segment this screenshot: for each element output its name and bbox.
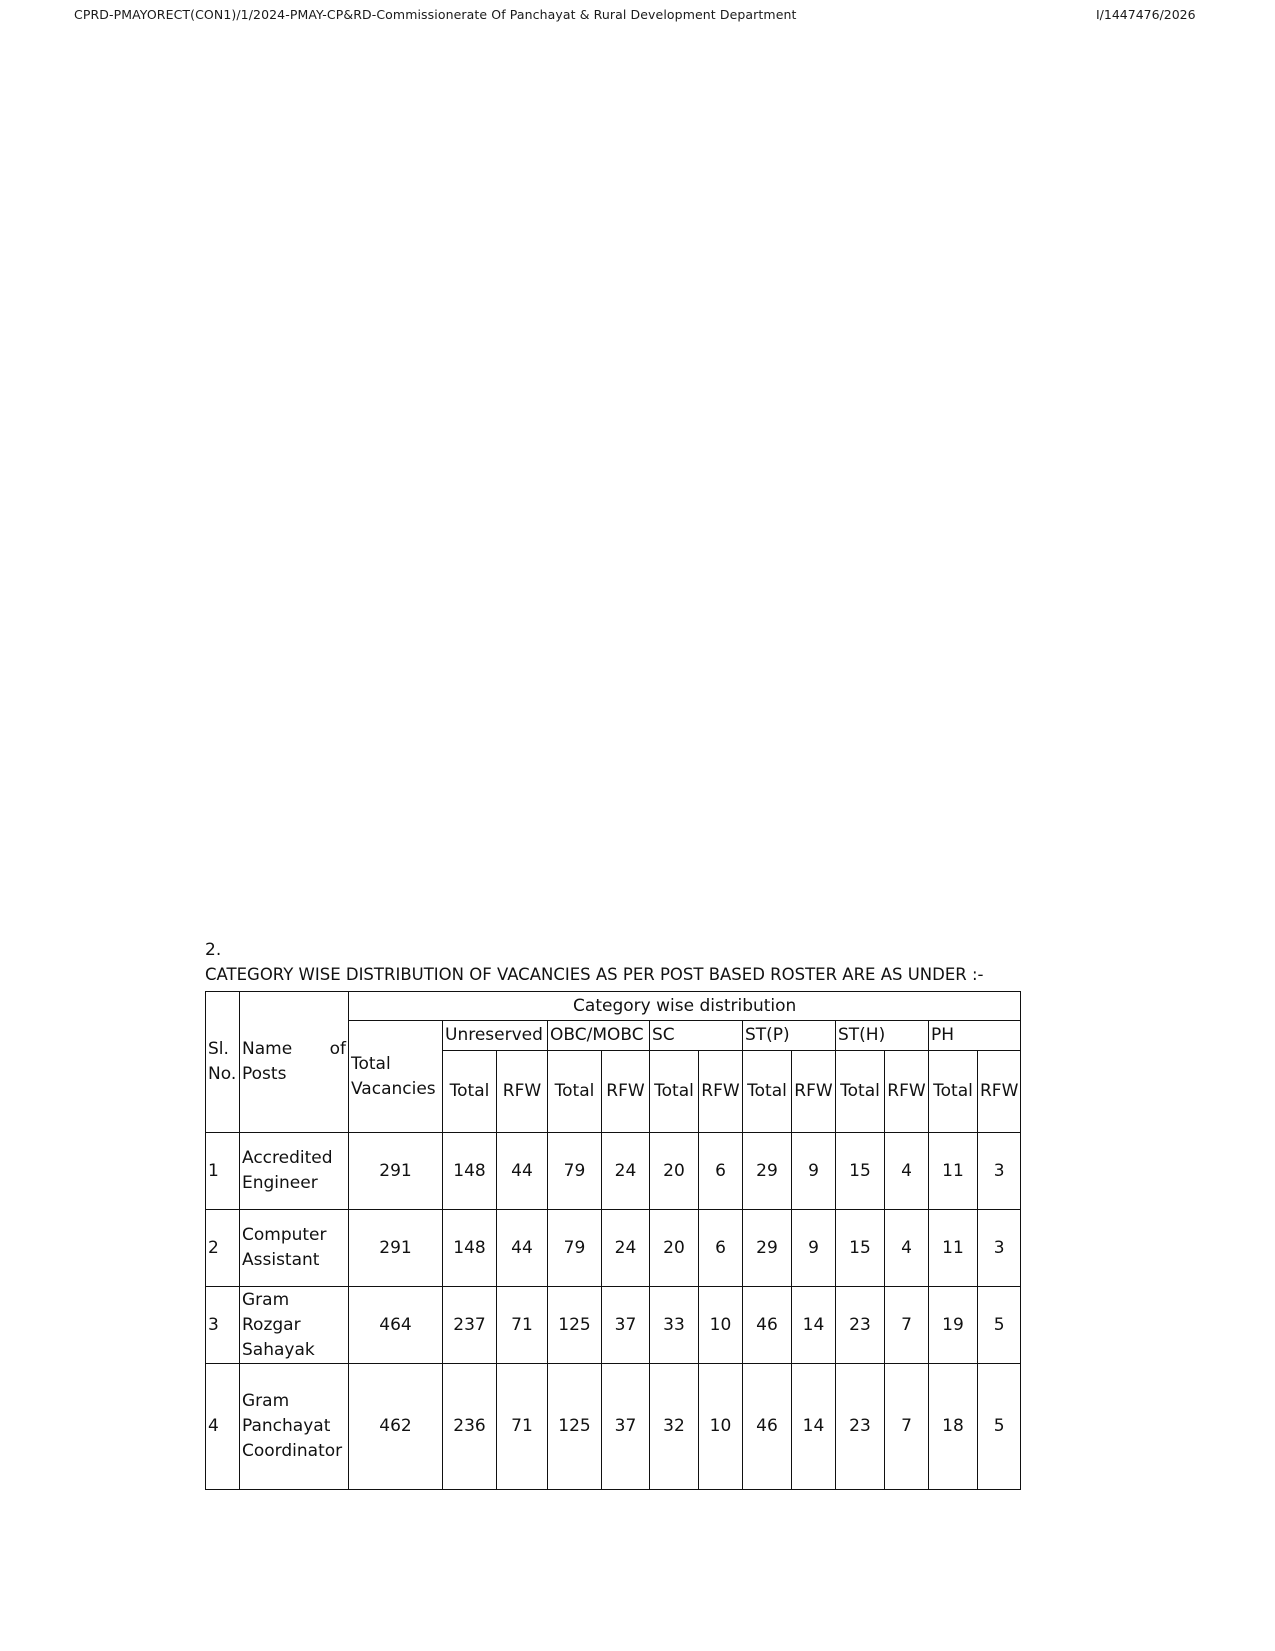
cell-sc-total: 32 xyxy=(650,1364,699,1490)
header-group-unreserved: Unreserved xyxy=(443,1021,548,1051)
table-row xyxy=(206,1210,1021,1287)
table-row xyxy=(206,1133,1021,1210)
cell-sl: 1 xyxy=(206,1133,240,1210)
header-of-word: of xyxy=(329,1039,346,1059)
cell-obc-rfw: 24 xyxy=(602,1210,650,1287)
header-sub-total: Total xyxy=(548,1051,602,1133)
header-sub-total: Total xyxy=(743,1051,792,1133)
header-sl-no-line1: Sl. xyxy=(208,1039,229,1059)
cell-ur-total: 148 xyxy=(443,1210,497,1287)
cell-sth-total: 15 xyxy=(836,1210,885,1287)
post-name-line: Gram xyxy=(242,1391,290,1411)
cell-post-name xyxy=(240,1287,349,1364)
header-group-st-h: ST(H) xyxy=(836,1021,929,1051)
cell-post-name xyxy=(240,1133,349,1210)
cell-sl: 2 xyxy=(206,1210,240,1287)
cell-obc-rfw: 37 xyxy=(602,1287,650,1364)
cell-ur-total: 148 xyxy=(443,1133,497,1210)
cell-sth-rfw: 4 xyxy=(885,1133,929,1210)
header-sub-total: Total xyxy=(443,1051,497,1133)
cell-sl: 3 xyxy=(206,1287,240,1364)
cell-sl: 4 xyxy=(206,1364,240,1490)
header-total-vacancies xyxy=(349,1021,443,1133)
cell-ur-rfw: 71 xyxy=(497,1287,548,1364)
header-posts-word: Posts xyxy=(242,1064,287,1084)
cell-stp-total: 46 xyxy=(743,1364,792,1490)
cell-ph-rfw: 5 xyxy=(978,1364,1021,1490)
cell-stp-rfw: 14 xyxy=(792,1287,836,1364)
cell-ph-rfw: 5 xyxy=(978,1287,1021,1364)
post-name-line: Sahayak xyxy=(242,1339,315,1360)
cell-sth-rfw: 4 xyxy=(885,1210,929,1287)
post-name-line: Gram xyxy=(242,1289,290,1310)
cell-sc-rfw: 6 xyxy=(699,1133,743,1210)
cell-total-vacancies: 291 xyxy=(349,1133,443,1210)
header-sub-rfw: RFW xyxy=(792,1051,836,1133)
cell-ur-total: 236 xyxy=(443,1364,497,1490)
cell-ph-rfw: 3 xyxy=(978,1133,1021,1210)
cell-obc-total: 79 xyxy=(548,1133,602,1210)
header-total-vacancies-line2: Vacancies xyxy=(351,1078,436,1099)
post-name-line: Panchayat xyxy=(242,1416,331,1436)
header-sub-rfw: RFW xyxy=(497,1051,548,1133)
vacancy-distribution-table xyxy=(205,991,1021,1490)
cell-total-vacancies: 462 xyxy=(349,1364,443,1490)
cell-sth-rfw: 7 xyxy=(885,1364,929,1490)
post-name-line: Rozgar xyxy=(242,1314,301,1335)
header-sub-rfw: RFW xyxy=(978,1051,1021,1133)
cell-total-vacancies: 291 xyxy=(349,1210,443,1287)
cell-ur-rfw: 71 xyxy=(497,1364,548,1490)
cell-ph-total: 11 xyxy=(929,1133,978,1210)
table-row xyxy=(206,1364,1021,1490)
header-group-ph: PH xyxy=(929,1021,1021,1051)
cell-ur-rfw: 44 xyxy=(497,1210,548,1287)
cell-sc-rfw: 6 xyxy=(699,1210,743,1287)
header-name-of-posts xyxy=(240,992,349,1133)
cell-ph-total: 19 xyxy=(929,1287,978,1364)
cell-post-name xyxy=(240,1364,349,1490)
post-name-line: Coordinator xyxy=(242,1441,343,1461)
header-group-st-p: ST(P) xyxy=(743,1021,836,1051)
cell-stp-rfw: 14 xyxy=(792,1364,836,1490)
header-row-category xyxy=(206,992,1021,1021)
header-category-wise-distribution: Category wise distribution xyxy=(349,992,1021,1021)
header-group-sc: SC xyxy=(650,1021,743,1051)
cell-obc-rfw: 24 xyxy=(602,1133,650,1210)
cell-stp-total: 46 xyxy=(743,1287,792,1364)
cell-ur-total: 237 xyxy=(443,1287,497,1364)
cell-stp-total: 29 xyxy=(743,1210,792,1287)
cell-sth-rfw: 7 xyxy=(885,1287,929,1364)
page-header-reference: CPRD-PMAYORECT(CON1)/1/2024-PMAY-CP&RD-Commissionerate Of Panchayat & Rural Development Department xyxy=(74,7,797,22)
header-sub-total: Total xyxy=(929,1051,978,1133)
cell-obc-total: 79 xyxy=(548,1210,602,1287)
post-name-line: Accredited xyxy=(242,1148,333,1168)
header-sl-no-line2: No. xyxy=(208,1064,237,1084)
section-number: 2. xyxy=(205,940,222,960)
cell-stp-rfw: 9 xyxy=(792,1133,836,1210)
cell-sth-total: 23 xyxy=(836,1287,885,1364)
cell-sc-total: 20 xyxy=(650,1210,699,1287)
cell-ur-rfw: 44 xyxy=(497,1133,548,1210)
header-sl-no xyxy=(206,992,240,1133)
cell-obc-rfw: 37 xyxy=(602,1364,650,1490)
header-sub-rfw: RFW xyxy=(885,1051,929,1133)
cell-stp-rfw: 9 xyxy=(792,1210,836,1287)
header-sub-total: Total xyxy=(836,1051,885,1133)
header-total-vacancies-line1: Total xyxy=(351,1053,391,1074)
cell-obc-total: 125 xyxy=(548,1364,602,1490)
header-name-word: Name xyxy=(242,1039,293,1059)
post-name-line: Engineer xyxy=(242,1173,318,1193)
header-sub-rfw: RFW xyxy=(602,1051,650,1133)
post-name-line: Assistant xyxy=(242,1250,320,1270)
cell-sth-total: 15 xyxy=(836,1133,885,1210)
post-name-line: Computer xyxy=(242,1225,327,1245)
cell-sc-total: 20 xyxy=(650,1133,699,1210)
cell-obc-total: 125 xyxy=(548,1287,602,1364)
section-title: CATEGORY WISE DISTRIBUTION OF VACANCIES AS PER POST BASED ROSTER ARE AS UNDER :- xyxy=(205,965,984,984)
page-header-file-number: I/1447476/2026 xyxy=(1096,7,1196,22)
table-row xyxy=(206,1287,1021,1364)
cell-post-name xyxy=(240,1210,349,1287)
cell-ph-total: 11 xyxy=(929,1210,978,1287)
cell-ph-rfw: 3 xyxy=(978,1210,1021,1287)
cell-total-vacancies: 464 xyxy=(349,1287,443,1364)
header-sub-total: Total xyxy=(650,1051,699,1133)
cell-sc-total: 33 xyxy=(650,1287,699,1364)
cell-stp-total: 29 xyxy=(743,1133,792,1210)
cell-sc-rfw: 10 xyxy=(699,1364,743,1490)
header-group-obc-mobc: OBC/MOBC xyxy=(548,1021,650,1051)
cell-sth-total: 23 xyxy=(836,1364,885,1490)
cell-ph-total: 18 xyxy=(929,1364,978,1490)
cell-sc-rfw: 10 xyxy=(699,1287,743,1364)
header-sub-rfw: RFW xyxy=(699,1051,743,1133)
